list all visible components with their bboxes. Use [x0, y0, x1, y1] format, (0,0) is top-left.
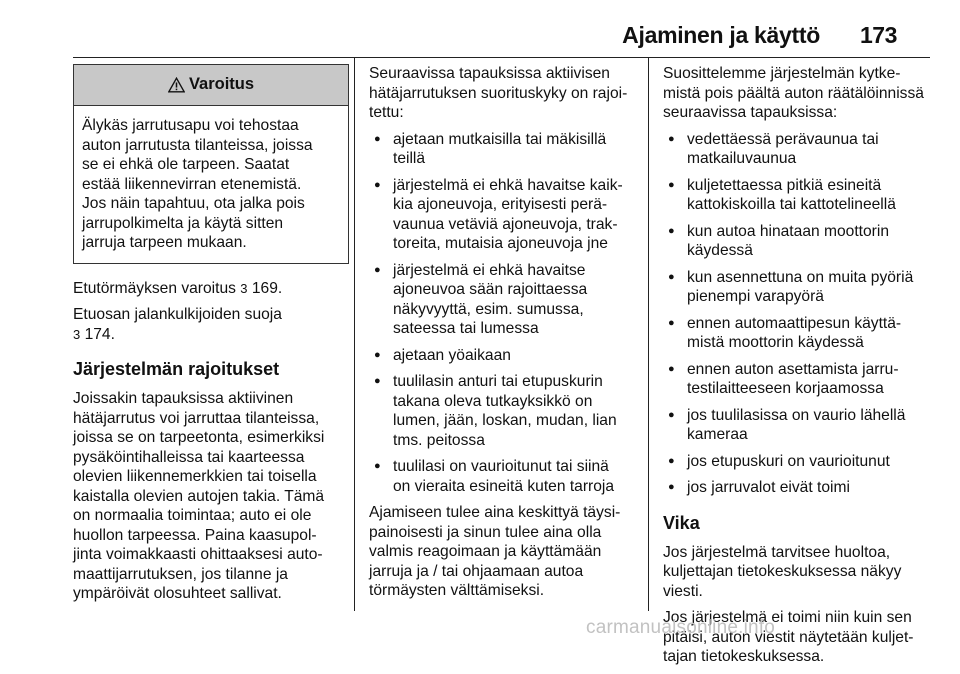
list-item-line: on vieraita esineitä kuten tarroja — [393, 477, 615, 495]
warning-line: Älykäs jarrutusapu voi tehostaa — [82, 117, 299, 134]
list-item — [369, 261, 634, 339]
warning-box — [73, 64, 349, 264]
list-item-line: ajoneuvoa sään rajoittaessa — [393, 281, 588, 298]
paragraph-line: seuraavissa tapauksissa: — [663, 104, 838, 121]
paragraph-line: tajan tietokeskuksessa. — [663, 648, 825, 665]
deactivation-list — [663, 130, 929, 498]
paragraph-line: törmäysten välttämiseksi. — [369, 582, 545, 599]
column-2 — [369, 64, 634, 608]
paragraph-line: tettu: — [369, 104, 404, 121]
paragraph-line: valmis reagoimaan ja käyttämään — [369, 543, 602, 560]
warning-title: Varoitus — [188, 75, 255, 94]
column-1 — [73, 64, 349, 604]
list-item-line: näkyvyyttä, esim. sumussa, — [393, 300, 584, 318]
list-item-line: ● ennen auton asettamista jarru- — [687, 360, 899, 378]
list-item-line: sateessa tai lumessa — [393, 320, 539, 337]
ref-pedestrian-protection — [73, 305, 349, 344]
paragraph-line: hätäjarrutuksen suorituskyky on rajoi- — [369, 84, 628, 102]
list-item-line: toreita, mutaisia ajoneuvoja jne — [393, 235, 608, 252]
list-item — [369, 346, 634, 366]
paragraph-line: painoisesti ja sinun tulee aina olla — [369, 523, 602, 541]
col2-intro — [369, 64, 634, 123]
paragraph-line: Suosittelemme järjestelmän kytke- — [663, 65, 901, 82]
warning-line: jarrupolkimelta ja käytä sitten — [82, 214, 284, 232]
paragraph-line: kuljettajan tietokeskuksessa näkyy — [663, 563, 902, 580]
paragraph-line: on normaalia toimintaa; auto ei ole — [73, 507, 312, 524]
list-item — [663, 176, 929, 215]
col2-outro — [369, 503, 634, 601]
warning-line: auton jarrutusta tilanteissa, joissa — [82, 136, 313, 154]
list-item — [663, 452, 929, 472]
list-item — [369, 130, 634, 169]
ref-front-collision — [73, 279, 349, 299]
warning-line: Jos näin tapahtuu, ota jalka pois — [82, 195, 305, 212]
list-item-line: ● järjestelmä ei ehkä havaitse kaik- — [393, 176, 623, 194]
col3-intro — [663, 64, 929, 123]
list-item-line: lumen, jään, loskan, mudan, lian — [393, 412, 617, 429]
list-item-line: ● ajetaan yöaikaan — [393, 346, 511, 364]
paragraph-line: pysäköintihalleissa tai kaarteessa — [73, 448, 305, 466]
warning-line: jarruja tarpeen mukaan. — [82, 234, 247, 251]
list-item-line: mistä moottorin käydessä — [687, 334, 864, 351]
limitations-list — [369, 130, 634, 497]
paragraph-line: olevien liikennemerkkien tai toisella — [73, 468, 317, 485]
paragraph-line: Seuraavissa tapauksissa aktiivisen — [369, 65, 610, 82]
column-divider-1 — [354, 58, 355, 611]
list-item — [663, 268, 929, 307]
list-item-line: ● ajetaan mutkaisilla tai mäkisillä — [393, 130, 607, 148]
list-item-line: vaunua vetäviä ajoneuvoja, trak- — [393, 215, 618, 233]
list-item — [663, 222, 929, 261]
list-item-line: matkailuvaunua — [687, 150, 797, 167]
section-heading-limitations: Järjestelmän rajoitukset — [73, 359, 280, 379]
list-item-line: käydessä — [687, 242, 753, 259]
column-divider-2 — [648, 58, 649, 611]
paragraph-line: mistä pois päältä auton räätälöinnissä — [663, 84, 924, 102]
list-item-line: ● vedettäessä perävaunua tai — [687, 130, 879, 148]
list-item-line: ● tuulilasin anturi tai etupuskurin — [393, 373, 603, 390]
ref-text: Etuosan jalankulkijoiden suoja — [73, 306, 282, 323]
list-item-line: ● kuljetettaessa pitkiä esineitä — [687, 176, 882, 194]
list-item — [663, 130, 929, 169]
list-item — [369, 457, 634, 496]
warning-line: se ei ehkä ole tarpeen. Saatat — [82, 156, 290, 173]
page-ref-link[interactable]: 174. — [84, 325, 115, 343]
list-item-line: ● jos tuulilasissa on vaurio lähellä — [687, 406, 906, 424]
column-3 — [663, 64, 929, 674]
list-item-line: takana oleva tutkayksikkö on — [393, 392, 593, 410]
list-item-line: ● jos etupuskuri on vaurioitunut — [687, 452, 890, 470]
paragraph-line: ympäröivät olosuhteet sallivat. — [73, 585, 282, 602]
page-ref-arrow-icon: 3 — [73, 326, 81, 342]
paragraph-line: joissa se on tarpeetonta, esimerkiksi — [73, 429, 325, 446]
list-item — [663, 314, 929, 353]
list-item — [369, 176, 634, 254]
list-item-line: testilaitteeseen korjaamossa — [687, 380, 884, 397]
warning-header — [74, 65, 348, 106]
warning-line: estää liikennevirran etenemistä. — [82, 175, 302, 193]
list-item-line: pienempi varapyörä — [687, 288, 824, 305]
paragraph-line: Jos järjestelmä ei toimi niin kuin sen — [663, 609, 912, 626]
ref-text: Etutörmäyksen varoitus — [73, 279, 236, 297]
paragraph-line: viesti. — [663, 582, 703, 600]
list-item-line: ● jos jarruvalot eivät toimi — [687, 479, 850, 496]
section-heading-fault: Vika — [663, 512, 700, 533]
list-item-line: tms. peitossa — [393, 431, 485, 449]
paragraph-line: pitäisi, auton viestit näytetään kuljet- — [663, 628, 914, 646]
list-item-line: kameraa — [687, 426, 748, 443]
fault-paragraph-1 — [663, 543, 929, 602]
paragraph-line: Joissakin tapauksissa aktiivinen — [73, 390, 294, 407]
list-item-line: kia ajoneuvoja, erityisesti perä- — [393, 196, 608, 213]
page-ref-link[interactable]: 169. — [251, 279, 283, 297]
paragraph-line: huollon tarpeessa. Paina kaasupol- — [73, 526, 317, 544]
paragraph-line: jinta voimakkaasti ohittaaksesi auto- — [73, 546, 323, 563]
list-item-line: ● kun asennettuna on muita pyöriä — [687, 268, 914, 286]
list-item-line: ● tuulilasi on vaurioitunut tai siinä — [393, 458, 609, 475]
paragraph-line: kaistalla olevien autojen takia. Tämä — [73, 487, 325, 505]
list-item-line: ● järjestelmä ei ehkä havaitse — [393, 261, 586, 279]
list-item — [663, 478, 929, 498]
watermark: carmanualsonline.info — [586, 617, 776, 638]
section-title: Ajaminen ja käyttö — [622, 22, 820, 48]
list-item-line: ● ennen automaattipesun käyttä- — [687, 314, 902, 332]
warning-triangle-icon — [168, 77, 185, 93]
paragraph-line: Ajamiseen tulee aina keskittyä täysi- — [369, 504, 621, 521]
list-item — [663, 406, 929, 445]
page-ref-arrow-icon: 3 — [240, 280, 248, 296]
paragraph-line: Jos järjestelmä tarvitsee huoltoa, — [663, 543, 891, 561]
limitations-paragraph — [73, 389, 349, 604]
page-number: 173 — [860, 22, 897, 48]
paragraph-line: maattijarrutuksen, jos tilanne ja — [73, 565, 288, 583]
list-item — [369, 372, 634, 450]
warning-body — [74, 106, 348, 263]
list-item-line: ● kun autoa hinataan moottorin — [687, 222, 889, 240]
paragraph-line: hätäjarrutus voi jarruttaa tilanteissa, — [73, 409, 320, 427]
header-divider — [73, 57, 930, 58]
list-item-line: kattokiskoilla tai kattotelineellä — [687, 196, 896, 213]
list-item — [663, 360, 929, 399]
list-item-line: teillä — [393, 150, 426, 167]
paragraph-line: jarruja ja / tai ohjaamaan autoa — [369, 562, 584, 580]
